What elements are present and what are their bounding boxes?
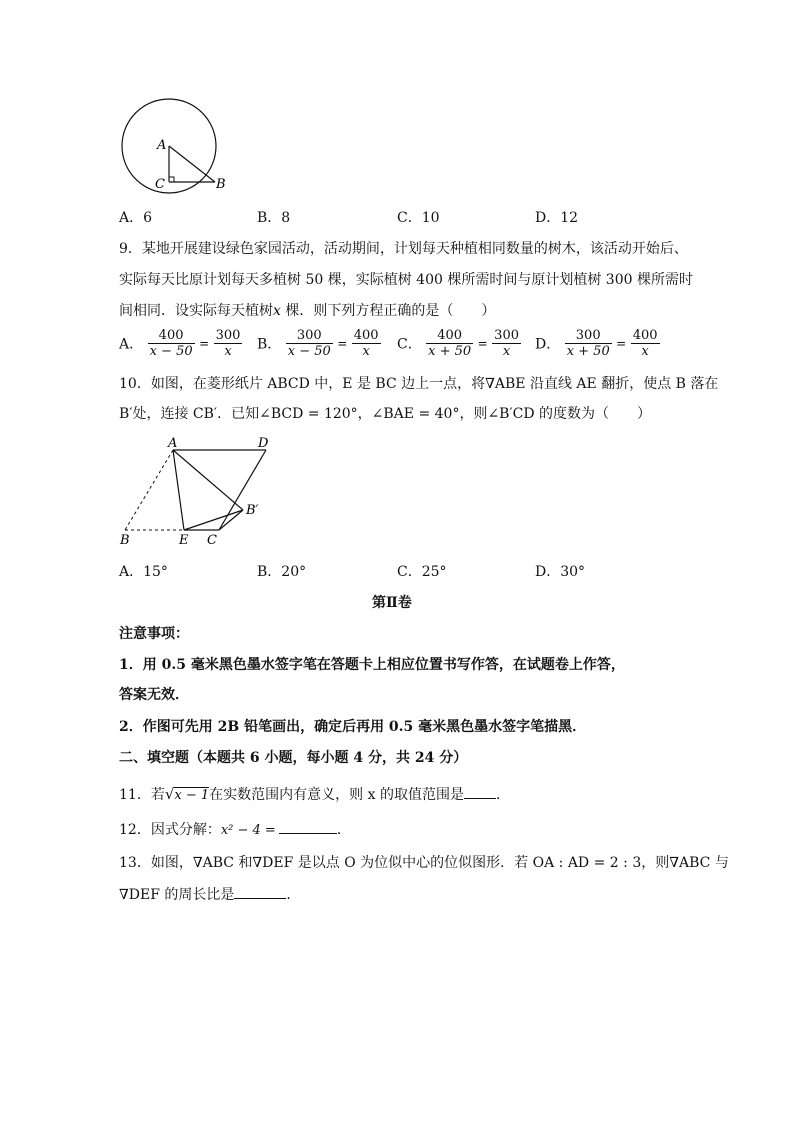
q9-line-3 <box>119 300 495 320</box>
q10-label-c: C <box>207 533 217 548</box>
q9-option-a-left-fraction <box>148 328 195 359</box>
numerator: 400 <box>353 328 379 343</box>
denominator: x − 50 <box>287 344 331 359</box>
q9-line-3-b: 棵．则下列方程正确的是（ ） <box>280 303 496 319</box>
q9-option-a[interactable] <box>119 328 242 359</box>
q9-option-c[interactable] <box>397 328 521 359</box>
q11 <box>119 784 510 804</box>
note-1-line-2: 答案无效． <box>119 687 189 703</box>
q8-option-b[interactable]: B．8 <box>257 210 291 226</box>
q9-option-d[interactable] <box>535 328 660 359</box>
q9-option-c-letter: C． <box>397 336 422 353</box>
q8-side-ab <box>169 146 215 182</box>
equals-sign: = <box>616 336 627 351</box>
q12-end: ． <box>336 822 351 838</box>
numerator: 400 <box>148 328 195 344</box>
q11-end: ． <box>495 787 510 803</box>
numerator: 400 <box>632 328 658 343</box>
equals-sign: = <box>337 336 348 351</box>
q9-option-a-letter: A． <box>119 336 144 353</box>
q10-label-e: E <box>179 533 189 548</box>
q11-sqrt-sign: √ <box>164 785 175 803</box>
q9-option-d-right-fraction <box>631 328 660 359</box>
q13-line-1: 13．如图，∇ABC 和∇DEF 是以点 O 为位似中心的位似图形．若 OA : AD = 2 : 3，则∇ABC 与 <box>119 855 729 871</box>
q10-option-b[interactable]: B．20° <box>257 564 307 580</box>
equals-sign: = <box>477 336 488 351</box>
q9-option-d-letter: D． <box>535 336 561 353</box>
q12-expr: x² − 4 = <box>220 823 276 838</box>
q11-post: 在实数范围内有意义，则 x 的取值范围是 <box>209 787 464 803</box>
q13-line-2-pre: ∇DEF 的周长比是 <box>119 887 235 903</box>
q10-option-d[interactable]: D．30° <box>535 564 586 580</box>
q10-side-eb-prime <box>184 510 243 530</box>
note-2: 2．作图可先用 2B 铅笔画出，确定后再用 0.5 毫米黑色墨水签字笔描黑． <box>119 719 587 735</box>
q10-dashed-ab <box>125 450 173 530</box>
equals-sign: = <box>199 336 210 351</box>
q9-option-b-right-fraction <box>352 328 381 359</box>
q8-option-d[interactable]: D．12 <box>535 210 579 226</box>
q10-side-cb-prime <box>219 510 243 530</box>
numerator: 300 <box>215 328 241 343</box>
q10-option-a[interactable]: A．15° <box>119 564 168 580</box>
q13-answer-blank[interactable] <box>234 898 286 899</box>
q10-fold-ae <box>173 450 184 530</box>
q10-options <box>119 561 719 581</box>
q8-options <box>119 207 719 227</box>
q8-label-a: A <box>157 138 167 153</box>
q9-option-b-left-fraction <box>286 328 333 359</box>
q13-line-2-end: ． <box>286 887 301 903</box>
q9-line-3-a: 间相同．设实际每天植树 <box>119 303 273 319</box>
part-2-heading: 二、填空题（本题共 6 小题，每小题 4 分，共 24 分） <box>119 750 468 766</box>
q9-option-a-right-fraction <box>214 328 243 359</box>
q8-label-b: B <box>216 177 226 192</box>
q9-option-b-letter: B． <box>257 336 282 353</box>
denominator: x <box>641 344 649 359</box>
numerator: 300 <box>286 328 333 344</box>
q10-side-ab-prime <box>173 450 243 510</box>
q9-option-c-right-fraction <box>492 328 521 359</box>
q11-radicand: x − 1 <box>174 788 210 803</box>
notes-title: 注意事项： <box>119 626 189 642</box>
q8-label-c: C <box>155 177 165 192</box>
q9-line-2: 实际每天比原计划每天多植树 50 棵，实际植树 400 棵所需时间与原计划植树 300 棵所需时 <box>119 272 693 288</box>
q10-option-c[interactable]: C．25° <box>397 564 447 580</box>
q10-line-2: B′处，连接 CB′．已知∠BCD = 120°，∠BAE = 40°，则∠B′CD 的度数为（ ） <box>119 406 652 422</box>
q8-right-angle-mark <box>169 177 174 182</box>
numerator: 300 <box>494 328 519 343</box>
q10-label-b-prime: B′ <box>246 503 259 518</box>
q11-pre: 11．若 <box>119 787 165 803</box>
numerator: 400 <box>426 328 473 344</box>
note-1-line-1: 1．用 0.5 毫米黑色墨水签字笔在答题卡上相应位置书写作答，在试题卷上作答， <box>119 657 625 673</box>
q10-side-dc <box>219 450 266 530</box>
q10-line-1: 10．如图，在菱形纸片 ABCD 中，E 是 BC 边上一点，将∇ABE 沿直线 AE 翻折，使点 B 落在 <box>119 376 719 392</box>
q13-line-2 <box>119 884 300 904</box>
denominator: x <box>502 344 511 359</box>
denominator: x + 50 <box>566 344 610 359</box>
q9-option-b[interactable] <box>257 328 381 359</box>
q12-pre: 12．因式分解： <box>119 822 221 838</box>
q12-answer-blank[interactable] <box>279 833 337 834</box>
q10-label-a: A <box>168 436 178 451</box>
q9-option-d-left-fraction <box>565 328 612 359</box>
numerator: 300 <box>565 328 612 344</box>
q8-option-c[interactable]: C．10 <box>397 210 440 226</box>
q9-option-c-left-fraction <box>426 328 473 359</box>
denominator: x − 50 <box>149 344 193 359</box>
q12 <box>119 819 351 839</box>
q10-label-d: D <box>258 436 269 451</box>
denominator: x <box>224 344 232 359</box>
q9-line-1: 9．某地开展建设绿色家园活动，活动期间，计划每天种植相同数量的树木，该活动开始后、 <box>119 241 688 257</box>
q8-figure <box>118 96 228 198</box>
q9-var-x: x <box>273 303 281 319</box>
denominator: x + 50 <box>428 344 472 359</box>
q10-label-b: B <box>120 533 130 548</box>
q8-option-a[interactable]: A．6 <box>119 210 153 226</box>
section-2-title: 第Ⅱ卷 <box>372 595 412 611</box>
denominator: x <box>362 344 370 359</box>
q9-options <box>119 328 719 366</box>
q11-answer-blank[interactable] <box>464 798 496 799</box>
q10-figure <box>116 432 276 550</box>
